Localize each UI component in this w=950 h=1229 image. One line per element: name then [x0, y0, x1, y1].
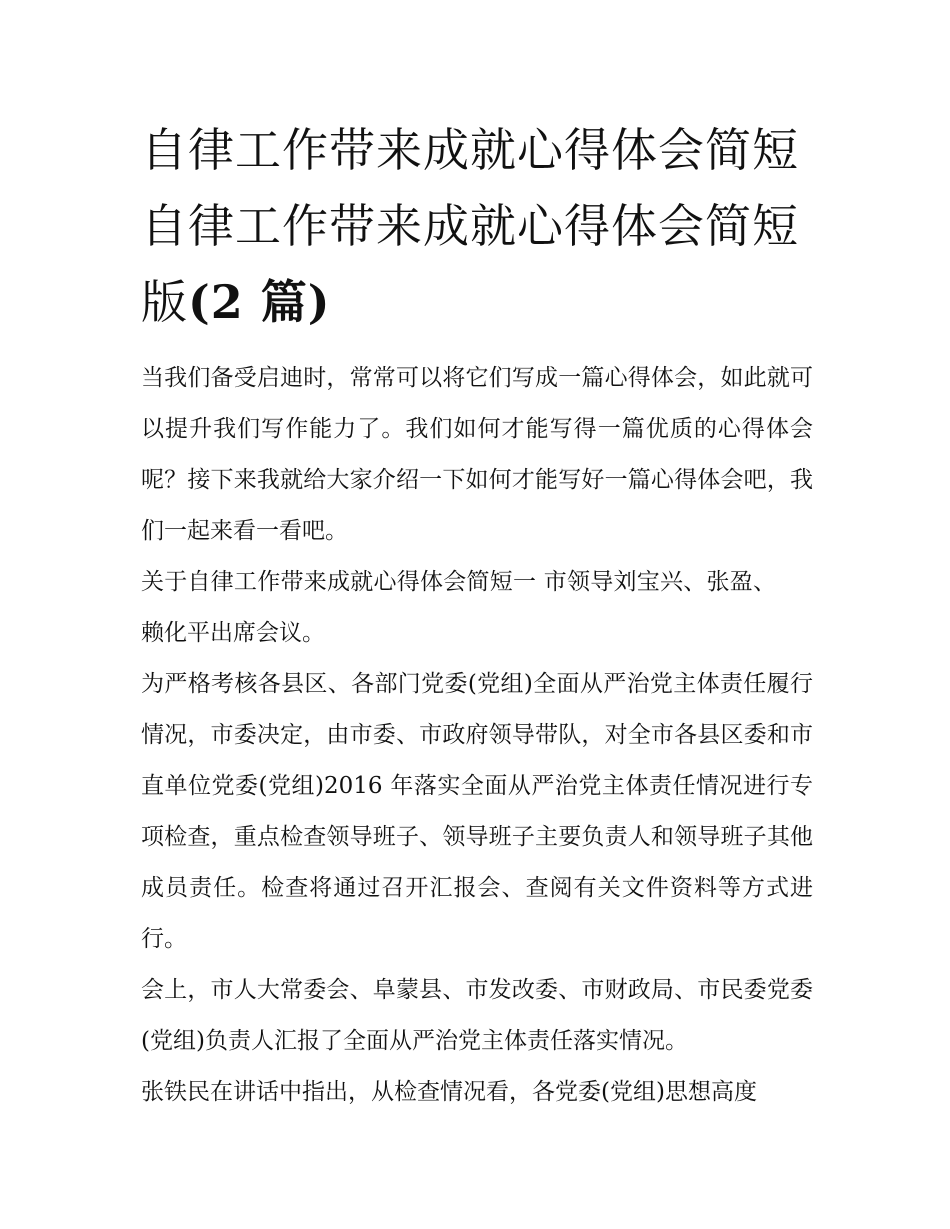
title-suffix: (2 篇) — [188, 275, 331, 329]
inspection-paragraph: 为严格考核各县区、各部门党委(党组)全面从严治党主体责任履行情况，市委决定，由市委、市政府领导带队，对全市各县区委和市直单位党委(党组)2016 年落实全面从严治党主体责任情况进行专项检查，重点检查领导班子、领导班子主要负责人和领导班子其他成员责任。检查将通过召开汇报会、查阅有关文件资料等方式进行。 — [141, 671, 813, 952]
intro-paragraph: 当我们备受启迪时，常常可以将它们写成一篇心得体会，如此就可以提升我们写作能力了。我们如何才能写得一篇优质的心得体会呢？接下来我就给大家介绍一下如何才能写好一篇心得体会吧，我们一起来看一看吧。 — [141, 365, 813, 544]
document-title — [141, 112, 813, 340]
document-content — [141, 112, 813, 1118]
title-main: 自律工作带来成就心得体会简短 自律工作带来成就心得体会简短版 — [141, 123, 799, 329]
report-paragraph: 会上，市人大常委会、阜蒙县、市发改委、市财政局、市民委党委(党组)负责人汇报了全面从严治党主体责任落实情况。 — [141, 977, 813, 1054]
document-body — [141, 353, 813, 1118]
meeting-attendance-paragraph: 关于自律工作带来成就心得体会简短一 市领导刘宝兴、张盈、赖化平出席会议。 — [141, 569, 776, 646]
speech-paragraph: 张铁民在讲话中指出，从检查情况看，各党委(党组)思想高度 — [141, 1079, 757, 1105]
